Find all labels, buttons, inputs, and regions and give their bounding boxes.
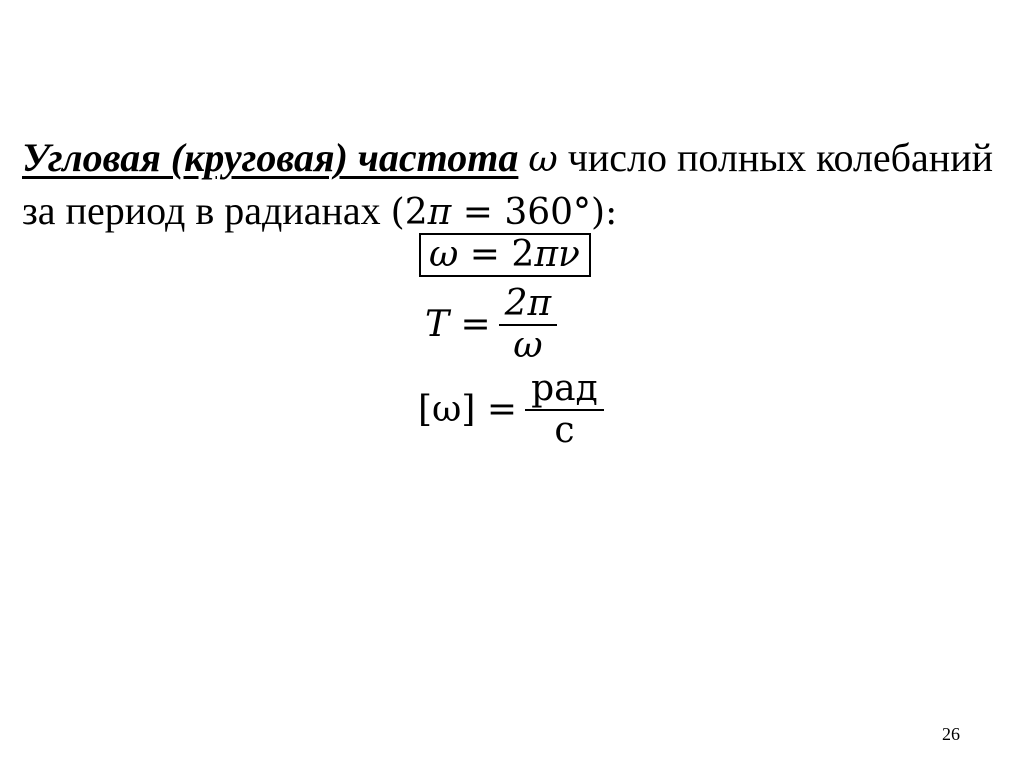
omega-symbol: ω (528, 139, 558, 180)
period-lhs (425, 305, 491, 345)
nu-symbol: ν (558, 234, 580, 275)
fraction-numerator: 2π (504, 283, 552, 324)
fraction-numerator: рад (531, 368, 598, 409)
formula-unit (418, 369, 604, 451)
page-number: 26 (942, 724, 960, 744)
equals-sign: = (449, 304, 491, 345)
definition-text-line2: за период в радианах (22, 188, 381, 233)
equals-two: = 2 (458, 234, 535, 275)
equals-360: = 360° (451, 192, 592, 233)
term-angular-frequency: Угловая (круговая) частота (22, 135, 519, 180)
formula-omega-boxed (419, 233, 591, 277)
omega-lhs: ω (429, 234, 459, 275)
formula-period (425, 284, 557, 366)
unit-lhs: [ω] = (418, 389, 518, 430)
pi-symbol: π (534, 234, 558, 275)
definition-paragraph (22, 132, 1012, 238)
fraction-denominator: ω (513, 325, 543, 366)
radian-equivalence (391, 192, 618, 233)
period-fraction (499, 284, 558, 366)
pi-symbol: π (427, 192, 452, 233)
paren-open: ( (390, 192, 405, 233)
unit-fraction (525, 369, 604, 451)
t-symbol: T (425, 304, 450, 345)
definition-text-line1: число полных колебаний (567, 135, 994, 180)
paren-close: ): (591, 192, 618, 233)
fraction-denominator: с (554, 410, 575, 451)
two-digit: 2 (404, 192, 428, 233)
